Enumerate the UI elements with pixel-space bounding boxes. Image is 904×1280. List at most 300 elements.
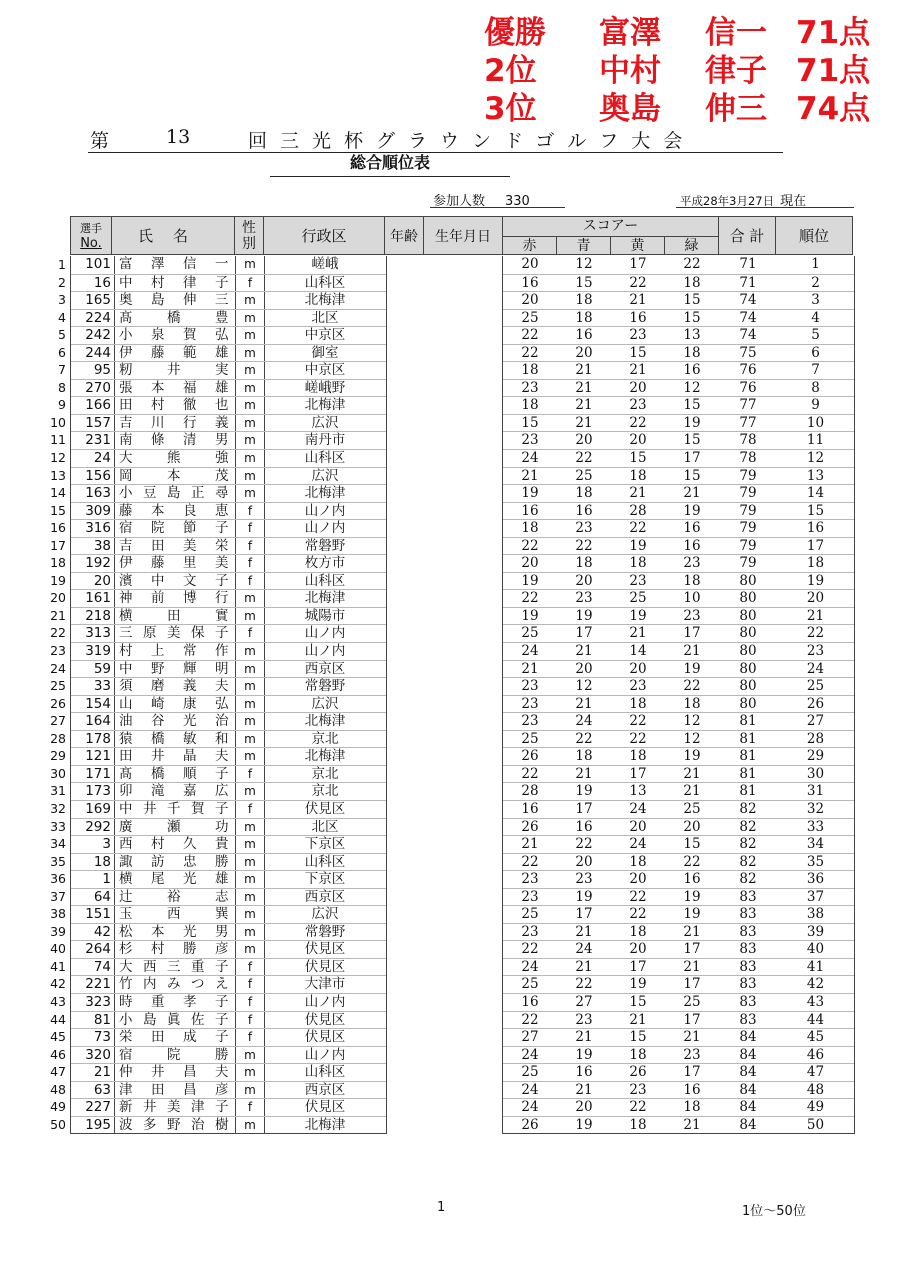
player-sex: m [235, 1082, 265, 1099]
player-number: 59 [93, 660, 111, 677]
score-yellow: 24 [629, 836, 647, 853]
table-row [71, 660, 386, 678]
score-total: 83 [739, 958, 757, 975]
player-ward: 京北 [311, 783, 339, 800]
player-name-char: 吉 [119, 414, 133, 431]
player-sex: m [235, 731, 265, 748]
winner-line [484, 90, 884, 128]
participant-value: 330 [505, 194, 530, 209]
table-row [71, 923, 386, 941]
player-name [114, 292, 233, 309]
player-ward: 伏見区 [304, 941, 346, 958]
header-red: 赤 [522, 238, 537, 254]
player-name-char: 時 [119, 993, 133, 1010]
player-name-char: 崎 [151, 695, 165, 712]
player-name-char: 恵 [215, 502, 229, 519]
table-row [503, 326, 854, 344]
player-sex: f [235, 538, 265, 555]
table-row [503, 537, 854, 555]
table-row [71, 993, 386, 1011]
player-sex: m [235, 468, 265, 485]
score-rank: 38 [806, 906, 825, 923]
player-name [114, 661, 233, 678]
player-ward: 広沢 [311, 414, 339, 431]
player-ward: 山ノ内 [304, 520, 346, 537]
player-name-char: 康 [183, 695, 197, 712]
player-name-char: 義 [183, 678, 197, 695]
score-total: 81 [739, 713, 757, 730]
player-name-char: 雄 [215, 379, 229, 396]
score-green: 21 [683, 923, 701, 940]
player-name-char: 子 [215, 1011, 229, 1028]
player-sex: m [235, 696, 265, 713]
table-row [71, 870, 386, 888]
table-row [71, 572, 386, 590]
player-name-char: 中 [151, 572, 165, 589]
player-name-char: 藤 [151, 344, 165, 361]
player-number: 242 [85, 327, 111, 344]
row-position: 13 [50, 467, 66, 483]
player-name-char: 美 [167, 1099, 181, 1116]
winner-line [484, 52, 884, 90]
score-yellow: 25 [629, 590, 647, 607]
score-blue: 20 [575, 344, 593, 361]
score-green: 18 [683, 695, 701, 712]
player-ward: 北区 [311, 818, 339, 835]
table-row [503, 1063, 854, 1081]
player-name-char: 美 [183, 537, 197, 554]
score-total: 82 [739, 818, 757, 835]
score-yellow: 19 [629, 537, 647, 554]
score-green: 21 [683, 783, 701, 800]
score-blue: 24 [575, 941, 593, 958]
score-green: 21 [683, 1029, 701, 1046]
score-red: 20 [521, 256, 539, 272]
player-ward: 山ノ内 [304, 643, 346, 660]
player-sex: m [235, 310, 265, 327]
score-total: 77 [739, 414, 757, 431]
score-blue: 24 [575, 713, 593, 730]
score-blue: 21 [575, 414, 593, 431]
player-name-char: 清 [183, 432, 197, 449]
player-sex: f [235, 1012, 265, 1029]
player-name [114, 415, 233, 432]
score-rank: 28 [806, 730, 825, 747]
score-blue: 20 [575, 660, 593, 677]
player-name-char: 実 [215, 362, 229, 379]
winner-line [484, 14, 884, 52]
score-red: 24 [521, 1046, 539, 1063]
player-name-char: 信 [183, 256, 197, 272]
score-yellow: 13 [629, 783, 647, 800]
score-blue: 18 [575, 309, 593, 326]
header-no-bottom: No. [80, 235, 102, 251]
score-rank: 36 [806, 871, 825, 888]
player-name-char: 中 [119, 660, 133, 677]
score-total: 83 [739, 888, 757, 905]
score-green: 16 [683, 1081, 701, 1098]
player-number: 154 [85, 695, 111, 712]
player-name-char: 和 [215, 730, 229, 747]
row-position: 29 [50, 748, 66, 764]
player-name-char: み [167, 976, 181, 993]
score-red: 25 [521, 309, 539, 326]
score-rank: 23 [806, 643, 825, 660]
score-rank: 26 [806, 695, 825, 712]
player-name [114, 976, 233, 993]
player-name-char: 横 [119, 871, 133, 888]
player-name-char: 博 [183, 590, 197, 607]
player-name [114, 889, 233, 906]
player-name-char: 豊 [215, 309, 229, 326]
player-number: 195 [85, 1116, 111, 1133]
table-row [503, 818, 854, 836]
table-row [503, 607, 854, 625]
player-name-char: 濱 [119, 572, 133, 589]
player-name-char: 小 [119, 485, 133, 502]
score-total: 71 [739, 274, 757, 291]
row-position: 11 [50, 432, 66, 448]
score-rank: 18 [806, 555, 825, 572]
player-sex: m [235, 397, 265, 414]
player-name-char: 弘 [215, 695, 229, 712]
player-number: 151 [85, 906, 111, 923]
player-name-char: 保 [191, 625, 205, 642]
header-score-label: スコアー [503, 217, 718, 237]
table-row [503, 782, 854, 800]
score-red: 24 [521, 1081, 539, 1098]
player-name-char: 上 [151, 643, 165, 660]
player-name-char: 小 [119, 327, 133, 344]
player-name-char: 忠 [183, 853, 197, 870]
score-yellow: 21 [629, 625, 647, 642]
player-name-char: 村 [119, 643, 133, 660]
player-name-char: 重 [191, 958, 205, 975]
player-name [114, 590, 233, 607]
player-sex: m [235, 345, 265, 362]
player-name-char: 西 [143, 958, 157, 975]
player-name [114, 432, 233, 449]
player-ward: 嵯峨野 [304, 379, 346, 396]
player-number: 156 [85, 467, 111, 484]
player-name-char: 田 [167, 607, 181, 624]
player-name-char: 夫 [215, 678, 229, 695]
player-sex: m [235, 608, 265, 625]
player-name [114, 380, 233, 397]
score-red: 22 [521, 327, 539, 344]
table-row [503, 484, 854, 502]
score-green: 21 [683, 765, 701, 782]
score-green: 15 [683, 836, 701, 853]
player-sex: m [235, 1047, 265, 1064]
player-sex: m [235, 415, 265, 432]
player-name-char: 子 [215, 958, 229, 975]
player-name-char: 栄 [215, 537, 229, 554]
player-name [114, 362, 233, 379]
score-blue: 23 [575, 520, 593, 537]
player-name-char: 田 [119, 748, 133, 765]
score-green: 18 [683, 1099, 701, 1116]
row-position: 44 [50, 1011, 66, 1027]
player-name-char: 前 [151, 590, 165, 607]
score-rank: 10 [806, 414, 825, 431]
score-green: 22 [683, 853, 701, 870]
player-name-char: 彦 [215, 941, 229, 958]
score-blue: 16 [575, 1064, 593, 1081]
score-total: 79 [739, 502, 757, 519]
table-row [503, 905, 854, 923]
player-ward: 下京区 [304, 871, 346, 888]
score-total: 84 [739, 1029, 757, 1046]
player-sex: f [235, 520, 265, 537]
score-total: 83 [739, 993, 757, 1010]
player-name-char: 卯 [119, 783, 133, 800]
score-rank: 11 [806, 432, 825, 449]
score-red: 23 [521, 695, 539, 712]
player-number: 309 [85, 502, 111, 519]
score-yellow: 20 [629, 818, 647, 835]
player-number: 101 [85, 256, 111, 272]
score-red: 24 [521, 450, 539, 467]
table-row [503, 502, 854, 520]
player-name-char: 福 [183, 379, 197, 396]
player-name-char: 小 [119, 1011, 133, 1028]
player-name-char: 正 [191, 485, 205, 502]
score-blue: 22 [575, 537, 593, 554]
score-total: 84 [739, 1116, 757, 1133]
player-name [114, 871, 233, 888]
score-yellow: 22 [629, 906, 647, 923]
score-yellow: 15 [629, 993, 647, 1010]
participant-label: 参加人数 [433, 194, 486, 209]
table-row [71, 1116, 386, 1134]
score-total: 79 [739, 555, 757, 572]
player-name-char: 玉 [119, 906, 133, 923]
row-position: 36 [50, 871, 66, 887]
row-position: 14 [50, 485, 66, 501]
player-name-char: 原 [143, 625, 157, 642]
player-name-char: 竹 [119, 976, 133, 993]
score-green: 18 [683, 344, 701, 361]
player-number: 95 [93, 362, 111, 379]
score-yellow: 21 [629, 1011, 647, 1028]
score-rank: 40 [806, 941, 825, 958]
player-number: 178 [85, 730, 111, 747]
player-sex: m [235, 380, 265, 397]
player-name-char: 谷 [151, 713, 165, 730]
table-row [71, 1098, 386, 1116]
table-row [503, 414, 854, 432]
title-dai: 第 [90, 130, 110, 152]
score-total: 83 [739, 941, 757, 958]
player-number: 33 [93, 678, 111, 695]
player-name-char: 行 [215, 590, 229, 607]
player-name-char: 大 [119, 450, 133, 467]
player-name [114, 503, 233, 520]
score-green: 16 [683, 362, 701, 379]
score-total: 78 [739, 450, 757, 467]
table-row [503, 1011, 854, 1029]
score-green: 21 [683, 643, 701, 660]
player-sex: m [235, 836, 265, 853]
player-name-char: 實 [215, 607, 229, 624]
player-name [114, 625, 233, 642]
score-yellow: 18 [629, 748, 647, 765]
winner-surname: 富澤 [599, 15, 661, 51]
player-name [114, 643, 233, 660]
player-ward: 枚方市 [304, 555, 346, 572]
player-name-char: 子 [215, 625, 229, 642]
table-row [503, 379, 854, 397]
row-position: 38 [50, 906, 66, 922]
score-green: 15 [683, 467, 701, 484]
player-name-char: 藤 [119, 502, 133, 519]
winner-rank: 3位 [484, 91, 537, 127]
score-red: 25 [521, 976, 539, 993]
player-name-char: 松 [119, 923, 133, 940]
score-total: 79 [739, 485, 757, 502]
score-red: 21 [521, 836, 539, 853]
player-name [114, 766, 233, 783]
score-rank: 31 [806, 783, 825, 800]
score-rank: 48 [806, 1081, 825, 1098]
score-green: 15 [683, 309, 701, 326]
player-name-char: 光 [183, 713, 197, 730]
score-red: 23 [521, 871, 539, 888]
table-row [503, 1028, 854, 1046]
player-name-char: 井 [143, 800, 157, 817]
score-red: 22 [521, 1011, 539, 1028]
table-row [503, 835, 854, 853]
player-name-char: 村 [151, 274, 165, 291]
score-total: 75 [739, 344, 757, 361]
table-row [503, 467, 854, 485]
score-green: 16 [683, 537, 701, 554]
player-number: 21 [93, 1064, 111, 1081]
page-number: 1 [437, 1200, 446, 1215]
table-row [503, 449, 854, 467]
player-name [114, 801, 233, 818]
player-name-char: 勝 [183, 941, 197, 958]
table-row [71, 765, 386, 783]
score-yellow: 20 [629, 379, 647, 396]
player-number: 157 [85, 414, 111, 431]
player-ward: 広沢 [311, 467, 339, 484]
score-rank: 8 [811, 379, 820, 396]
table-row [503, 1081, 854, 1099]
table-row [71, 712, 386, 730]
player-name [114, 468, 233, 485]
player-name-char: 順 [183, 765, 197, 782]
score-yellow: 18 [629, 1116, 647, 1133]
player-name-char: 強 [215, 450, 229, 467]
player-sex: m [235, 854, 265, 871]
player-sex: m [235, 485, 265, 502]
player-name-char: 光 [183, 923, 197, 940]
table-row [503, 554, 854, 572]
score-yellow: 20 [629, 941, 647, 958]
score-green: 17 [683, 976, 701, 993]
table-row [71, 484, 386, 502]
score-rank: 39 [806, 923, 825, 940]
score-green: 19 [683, 502, 701, 519]
row-position: 25 [50, 678, 66, 694]
player-name [114, 941, 233, 958]
score-green: 17 [683, 941, 701, 958]
player-name-char: 新 [119, 1099, 133, 1116]
player-name-char: 伊 [119, 555, 133, 572]
player-name-char: 子 [215, 572, 229, 589]
player-name-char: 常 [183, 643, 197, 660]
score-total: 83 [739, 976, 757, 993]
score-blue: 23 [575, 871, 593, 888]
score-red: 20 [521, 555, 539, 572]
score-red: 19 [521, 485, 539, 502]
player-name [114, 959, 233, 976]
player-name-char: 院 [167, 1046, 181, 1063]
table-row [71, 309, 386, 327]
table-row [71, 256, 386, 274]
player-name-char: 夫 [215, 1064, 229, 1081]
score-total: 80 [739, 660, 757, 677]
winner-points: 71点 [796, 53, 871, 89]
score-green: 21 [683, 1116, 701, 1133]
player-number: 24 [93, 450, 111, 467]
player-sex: m [235, 1117, 265, 1134]
score-rank: 49 [806, 1099, 825, 1116]
player-ward: 下京区 [304, 836, 346, 853]
score-green: 23 [683, 607, 701, 624]
score-green: 18 [683, 274, 701, 291]
table-row [71, 677, 386, 695]
player-name [114, 1029, 233, 1046]
player-number: 270 [85, 379, 111, 396]
player-name-char: 三 [119, 625, 133, 642]
table-row [71, 853, 386, 871]
row-position: 3 [58, 292, 66, 308]
score-rank: 20 [806, 590, 825, 607]
player-sex: m [235, 661, 265, 678]
score-yellow: 24 [629, 800, 647, 817]
player-number: 63 [93, 1081, 111, 1098]
as-of-date-value: 平成28年3月27日 [680, 194, 775, 208]
player-name-char: 功 [215, 818, 229, 835]
score-total: 71 [739, 256, 757, 272]
player-ward: 広沢 [311, 906, 339, 923]
player-name [114, 538, 233, 555]
score-rank: 12 [806, 450, 825, 467]
player-number: 264 [85, 941, 111, 958]
score-green: 21 [683, 485, 701, 502]
player-name-char: 髙 [119, 309, 133, 326]
header-score [502, 216, 719, 255]
player-name-char: 子 [215, 274, 229, 291]
player-name-char: 節 [183, 520, 197, 537]
score-rank: 29 [806, 748, 825, 765]
score-yellow: 22 [629, 713, 647, 730]
player-name-char: 子 [215, 800, 229, 817]
row-position: 21 [50, 607, 66, 623]
score-total: 83 [739, 923, 757, 940]
score-yellow: 15 [629, 344, 647, 361]
player-ward: 常磐野 [304, 537, 346, 554]
score-total: 80 [739, 695, 757, 712]
player-name-char: 井 [151, 748, 165, 765]
score-blue: 16 [575, 327, 593, 344]
player-name-char: 廣 [119, 818, 133, 835]
row-position: 35 [50, 853, 66, 869]
player-name [114, 924, 233, 941]
